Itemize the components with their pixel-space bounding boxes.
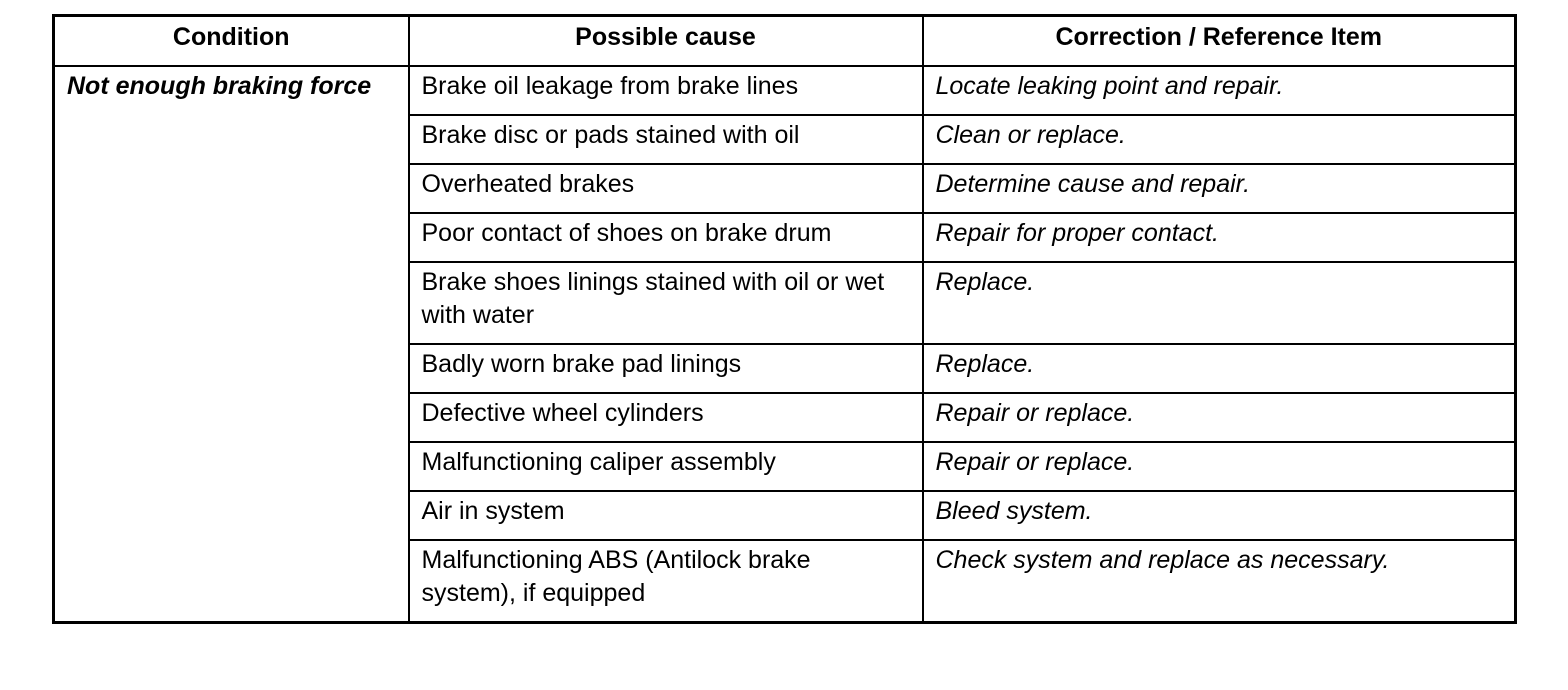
correction-cell: Replace. <box>923 262 1516 344</box>
correction-cell: Replace. <box>923 344 1516 393</box>
cause-cell: Badly worn brake pad linings <box>409 344 923 393</box>
cause-cell: Defective wheel cylinders <box>409 393 923 442</box>
troubleshooting-table <box>52 14 1517 624</box>
correction-cell: Bleed system. <box>923 491 1516 540</box>
condition-cell: Not enough braking force <box>54 66 409 623</box>
correction-cell: Locate leaking point and repair. <box>923 66 1516 115</box>
cause-cell: Brake shoes linings stained with oil or wet with water <box>409 262 923 344</box>
correction-cell: Determine cause and repair. <box>923 164 1516 213</box>
cause-cell: Poor contact of shoes on brake drum <box>409 213 923 262</box>
correction-cell: Clean or replace. <box>923 115 1516 164</box>
cause-cell: Brake disc or pads stained with oil <box>409 115 923 164</box>
correction-cell: Repair for proper contact. <box>923 213 1516 262</box>
correction-cell: Repair or replace. <box>923 442 1516 491</box>
cause-cell: Overheated brakes <box>409 164 923 213</box>
header-row <box>54 16 1516 67</box>
cause-cell: Malfunctioning ABS (Antilock brake system), if equipped <box>409 540 923 623</box>
header-condition: Condition <box>54 16 409 67</box>
header-correction: Correction / Reference Item <box>923 16 1516 67</box>
table-row <box>54 66 1516 115</box>
cause-cell: Brake oil leakage from brake lines <box>409 66 923 115</box>
cause-cell: Malfunctioning caliper assembly <box>409 442 923 491</box>
correction-cell: Repair or replace. <box>923 393 1516 442</box>
header-possible-cause: Possible cause <box>409 16 923 67</box>
cause-cell: Air in system <box>409 491 923 540</box>
correction-cell: Check system and replace as necessary. <box>923 540 1516 623</box>
